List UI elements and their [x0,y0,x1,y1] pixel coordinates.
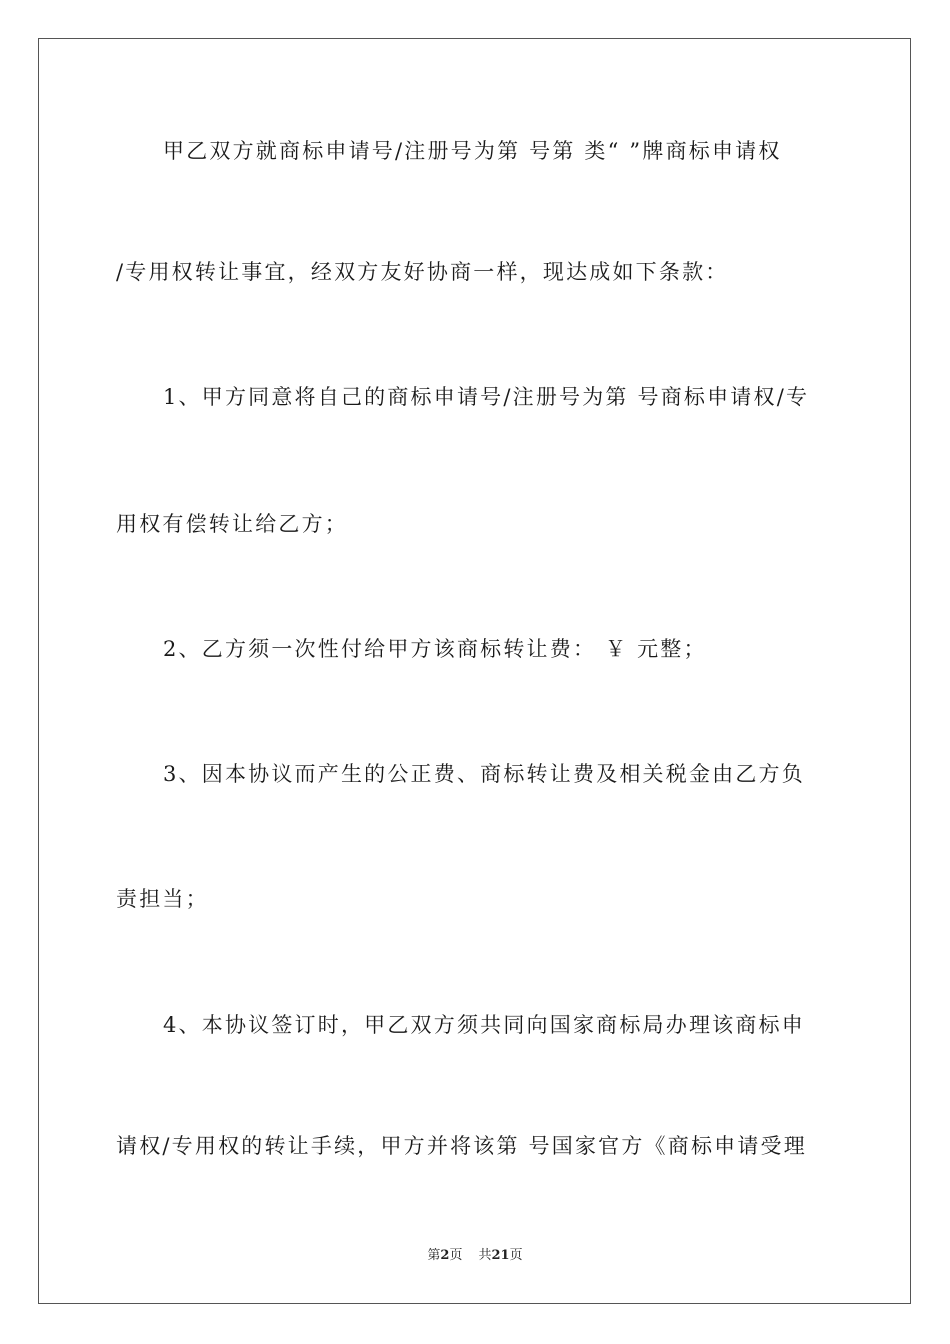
clause-3-line-1: 3、因本协议而产生的公正费、商标转让费及相关税金由乙方负 [163,762,805,786]
page-border [38,38,911,1304]
footer-page-number: 2 [440,1248,450,1263]
paragraph-intro-line-2: /专用权转让事宜，经双方友好协商一样，现达成如下条款： [116,260,729,284]
footer-total-pages: 21 [491,1248,510,1263]
footer-total-suffix: 页 [509,1248,523,1263]
footer-total-prefix: 共 [478,1248,492,1263]
page-footer [0,1248,950,1264]
clause-1-line-2: 用权有偿转让给乙方； [116,512,348,536]
clause-4-line-1: 4、本协议签订时，甲乙双方须共同向国家商标局办理该商标申 [163,1013,805,1037]
clause-4-line-2: 请权/专用权的转让手续，甲方并将该第 号国家官方《商标申请受理 [116,1134,807,1158]
clause-1-line-1: 1、甲方同意将自己的商标申请号/注册号为第 号商标申请权/专 [163,385,810,409]
clause-2-line-1: 2、乙方须一次性付给甲方该商标转让费： ￥ 元整； [163,637,707,661]
clause-3-line-2: 责担当； [116,887,209,911]
paragraph-intro-line-1: 甲乙双方就商标申请号/注册号为第 号第 类“ ”牌商标申请权 [163,139,782,163]
footer-page-prefix: 第 [427,1248,441,1263]
footer-page-suffix: 页 [449,1248,463,1263]
